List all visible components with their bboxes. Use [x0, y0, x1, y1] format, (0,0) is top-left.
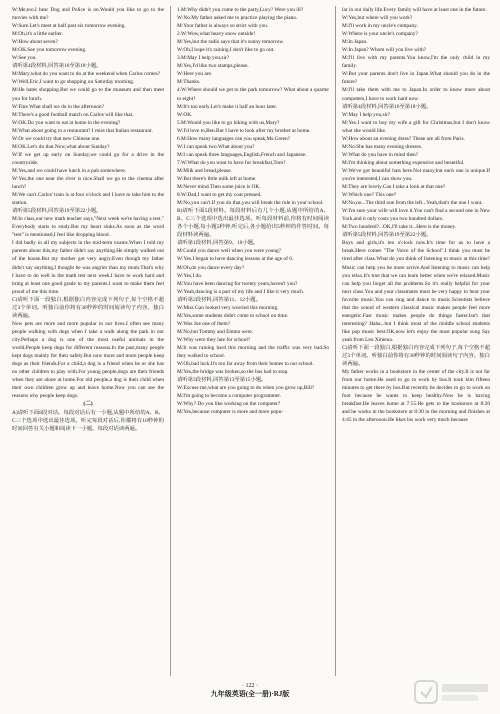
- text-paragraph: W:Or we could try that new Chinese one.: [12, 135, 101, 142]
- text-paragraph: M:There's a good football match on.Carlos will like that.: [12, 111, 134, 118]
- text-paragraph: W:Miss Gao looked very worried this morning.: [177, 304, 279, 311]
- text-paragraph: W:Well,Eric,I want to go shopping on Saturday morning.: [12, 79, 135, 86]
- text-paragraph: M:OK.Let's do that.Now,what about Sunday?: [12, 143, 110, 150]
- text-paragraph: W:I can speak two.What about you?: [177, 143, 255, 150]
- text-paragraph: W:If we get up early on Sunday,we could go for a drive in the countryside.: [12, 151, 164, 166]
- text-paragraph: W:We've got beautiful hats here.Not many,but each one is unique.If you're interested,I can show you.: [342, 167, 490, 182]
- book-info: 九年级英语(全一册)·RJ版: [210, 690, 290, 698]
- text-paragraph: 4.W:Where should we get to the park tomorrow? What about a quarter to eight?: [177, 87, 329, 102]
- text-paragraph: M:Yes,but the radio says that it's sunny tomorrow.: [177, 39, 285, 46]
- text-paragraph: M:Yes,the bridge was broken,so the bus had to stop.: [177, 369, 289, 376]
- text-paragraph: W:Why? Do you like working on the computer?: [177, 401, 281, 408]
- text-paragraph: M:No,no...The third one from the left...Yeah,that's the one I want.: [342, 200, 483, 207]
- text-paragraph: W:I'd love to,Ben.But I have to look after my brother at home.: [177, 127, 311, 134]
- text-paragraph: M:Oh,it's a little earlier.: [12, 31, 63, 38]
- text-paragraph: M:Could you dance well when you were young?: [177, 248, 282, 255]
- text-paragraph: M:You have been dancing for twenty years,haven't you?: [177, 280, 298, 287]
- text-paragraph: W:But your parents don't live in Japan.What should you do in the future?: [342, 71, 490, 86]
- text-paragraph: M:I can speak three languages,English,French and Japanese.: [177, 151, 307, 158]
- text-paragraph: I did badly in all my subjects in the mid-term exams.When I told my parents about this,my father didn't say anything.He simply walked out of the house.But my mother got very angry.Even though my father didn't say anything,I thought he was angrier than my mum.That's why I have to do well in the math test next week.I have to work hard and bring at least one good grade to my parents.I want to make them feel proud of me this time.: [12, 240, 164, 295]
- text-paragraph: M:OK.See you tomorrow evening.: [12, 47, 87, 54]
- text-paragraph: lar in our daily life.Every family will have at least one in the future.: [342, 7, 487, 13]
- text-paragraph: M:Yes,because computer is more and more popu-: [177, 409, 284, 416]
- text-paragraph: W:Fine.What shall we do in the afternoon?: [12, 103, 104, 110]
- text-paragraph: W:Here you are.: [177, 71, 213, 78]
- text-paragraph: W:I'm sure your wife will love it.You can't find a second one in New York,and it only costs you two hundred dollars.: [342, 208, 490, 223]
- text-paragraph: W:Oh,I hope it's raining.I don't like to go out.: [177, 47, 275, 54]
- text-paragraph: M:We can't.Carlos' train is at four o'clock and I have to take him to the station.: [12, 192, 164, 207]
- text-paragraph: W:In Japan? Whom will you live with?: [342, 47, 426, 54]
- text-paragraph: W:How about seven?: [12, 39, 58, 46]
- text-paragraph: M:In Japan.: [342, 39, 368, 46]
- answer-key-page: [8, 6, 492, 676]
- text-paragraph: C)请听下面一段独白,根据独白内容完成下列句子,每个空格不超过3个单词。听独白前你将有30秒钟的时间阅读句子内容。独白读两遍。: [342, 344, 490, 368]
- column-left: [12, 6, 164, 676]
- text-paragraph: M:What about going to a restaurant? I miss that Italian restaurant.: [12, 127, 153, 134]
- text-paragraph: W:Excuse me,what are you going to do when you grow up,Bill?: [177, 385, 315, 392]
- text-paragraph: 2.W:Wow,what heavy snow outside!: [177, 31, 256, 38]
- text-paragraph: 1.M:Why didn't you come to the party,Lucy? Were you ill?: [177, 7, 304, 13]
- text-paragraph: 请听第2段材料,回答第11、12小题。: [177, 296, 261, 303]
- text-paragraph: M:They are lovely.Can I take a look at that one?: [342, 184, 446, 191]
- text-paragraph: C)请听下面一段独白,根据独白内容完成下列句子,每个空格不超过3个单词。听独白前你将有30秒钟的时间阅读句子内容。独白读两遍。: [12, 296, 164, 319]
- text-paragraph: 5.M:Would you like to go hiking with us,Mary?: [177, 119, 280, 126]
- column-divider: [335, 6, 336, 676]
- text-paragraph: M:Yes,I'd like two stamps,please.: [177, 63, 249, 70]
- text-paragraph: M:Yes,some students didn't come to school on time.: [177, 312, 289, 319]
- text-paragraph: W:Yes,I do.: [177, 272, 203, 279]
- text-paragraph: W:Where is your uncle's company?: [342, 31, 418, 38]
- text-paragraph: M:I'm going to become a computer programmer.: [177, 393, 282, 400]
- text-paragraph: M:He hates shopping.But we could go to the museum and then meet you for lunch.: [12, 87, 164, 102]
- text-paragraph: W:What do you have in mind then?: [342, 151, 419, 158]
- text-paragraph: Now pets are more and more popular in our lives.I often see many people walking with dogs when I take a walk along the park in our city.Perhaps a dog is one of the most useful animals in the world.People keep dogs for different reasons.In the past,many people kept dogs mainly for their safety.But now more and more people keep dogs as their friends.For a child,a dog is a friend when he or she has no other children to play with.For young people,dogs are their friends when they are alone at home.For old people,a dog is their child when their own children grow up and leave home.Now you can see the reasons why people keep dogs.: [12, 320, 164, 400]
- text-paragraph: M:I'll take them with me to Japan.In order to know more about computers,I have to work hard now.: [342, 87, 490, 102]
- text-paragraph: 8.W:Dad,I want to get my coat pressed.: [177, 192, 262, 199]
- text-paragraph: M:I'll work in my uncle's company.: [342, 23, 418, 30]
- text-paragraph: M:Thanks.: [177, 79, 201, 86]
- text-paragraph: M:Your father is always so strict with you.: [177, 23, 269, 30]
- text-paragraph: 请听第5段材料,回答第19至第22小题。: [342, 232, 432, 239]
- text-paragraph: M:I'll live with my parents.You know,I'm the only child in my family.: [342, 55, 490, 70]
- text-paragraph: M:Yes.I want to buy my wife a gift for Christmas,but I don't know what she would like.: [342, 119, 490, 134]
- text-paragraph: W:Sure.Let's meet at half past six tomorrow evening.: [12, 23, 126, 30]
- text-paragraph: W:Yeah,dancing is a part of my life and I like it very much.: [177, 288, 305, 295]
- text-paragraph: W:May I help you,sir?: [342, 111, 391, 118]
- text-paragraph: W:How about an evening dress? These are all from Paris.: [342, 135, 465, 142]
- column-right: [342, 6, 490, 676]
- text-paragraph: 7.W:What do you want to have for breakfast,Tom?: [177, 159, 286, 166]
- text-paragraph: M:Yes,and we could have lunch in a pub somewhere.: [12, 167, 127, 174]
- text-paragraph: 请听第4段材料,回答第16至第18小题。: [342, 103, 432, 110]
- text-paragraph: B)请听下面5段材料。每段材料后有几个小题,从题中所给的A、B、C三个选项中选出最佳选项。听每段材料前,你将有时间阅读各个小题,每小题5秒钟;听完后,各小题给出5秒钟的作答时间。每段材料读两遍。: [177, 208, 329, 239]
- column-middle: [177, 6, 329, 676]
- text-paragraph: W:Yes,the one near the river is nice.Shall we go to the cinema after lunch?: [12, 175, 164, 191]
- text-paragraph: Boys and girls,it's ten o'clock now.It's time for us to have a break.Here comes "The Voice of the School".I think you must be tired after class.What do you think of listening to music at this time? Music can help you be more active.And listening to music can help you relax.It's true that we can learn better when we're relaxed.Music can help you forget all the problems.So it's really helpful for your next class.You and your classmates must be very happy to hear your favorite music.You can sing and dance to music.Scientists believe that the sound of western classical music makes people feel more energetic.Fast music makes people do things faster.Isn't that interesting? Haha...but I think most of the middle school students like pop music best.OK,now let's enjoy the most popular song Say yeah from Leo Ximena.: [342, 240, 490, 343]
- text-paragraph: M:Milk and bread,please.: [177, 167, 232, 174]
- text-paragraph: 3.M:May I help you,sir?: [177, 55, 230, 62]
- page-number: · 122 ·: [242, 683, 258, 689]
- text-paragraph: W:OK.: [177, 111, 193, 118]
- text-paragraph: 请听第1段材料,回答第9、10小题。: [177, 240, 259, 247]
- text-paragraph: W:Yes,but where will you work?: [342, 15, 413, 22]
- text-paragraph: M:No.She has many evening dresses.: [342, 143, 423, 150]
- text-paragraph: W:Which one? This one?: [342, 192, 397, 199]
- text-paragraph: 请听第3段材料,回答第13至第15小题。: [177, 377, 267, 384]
- text-paragraph: M:Mary,what do you want to do at the weekend when Carlos comes?: [12, 71, 161, 78]
- section-heading: (二): [83, 401, 93, 408]
- text-paragraph: M:It's too early.Let's make it half an hour later.: [177, 103, 278, 110]
- text-paragraph: M:Two hundred?...OK,I'll take it...Here is the money.: [342, 224, 457, 231]
- text-paragraph: W:See you.: [12, 55, 37, 62]
- text-paragraph: M:No,but Tommy and Emma were.: [177, 328, 254, 335]
- text-paragraph: W:Was Joe one of them?: [177, 320, 231, 327]
- text-paragraph: W:But there's little milk left at home.: [177, 175, 257, 182]
- text-paragraph: W:Why were they late for school?: [177, 336, 251, 343]
- text-paragraph: M:It was raining hard this morning and the traffic was very bad.So they walked to school.: [177, 344, 329, 360]
- text-paragraph: M:Never mind.Then some juice is OK.: [177, 184, 261, 191]
- text-paragraph: 请听第4段材料,回答第16至第18小题。: [12, 63, 102, 70]
- text-paragraph: M:I'm thinking about something expensive and beautiful.: [342, 159, 465, 166]
- text-paragraph: W:No.My father asked me to practice playing the piano.: [177, 15, 298, 22]
- text-paragraph: M:In class,our new math teacher says,"Next week we're having a test." Everybody starts to study.But my heart sinks.As soon as the word "test" is mentioned,I feel like dropping blood.: [12, 216, 164, 239]
- column-divider: [170, 6, 171, 676]
- text-paragraph: 6.M:How many languages can you speak,Ms.Green?: [177, 135, 291, 142]
- text-paragraph: M:No,you can't.If you do that,you will break the rule in your school.: [177, 200, 324, 207]
- watermark-logo: [414, 678, 492, 708]
- text-paragraph: 请听第5段材料,回答第19至第22小题。: [12, 208, 102, 215]
- text-paragraph: W:OK.Do you want to eat at home in the evening?: [12, 119, 121, 126]
- text-paragraph: W:Oh,bad luck.It's too far away from their homes to our school.: [177, 361, 314, 368]
- text-paragraph: M:Oh,do you dance every day?: [177, 264, 245, 271]
- text-paragraph: W:Me,too.I hear Dog and Police is on.Would you like to go to the movies with me?: [12, 7, 164, 22]
- text-paragraph: W:Yes.I began to have dancing lessons at the age of 6.: [177, 256, 294, 263]
- text-paragraph: My father works in a bookstore in the center of the city.It is not far from our home.He used to go to work by bus.It took him fifteen minutes to get there by bus.But recently he decides to go to work on foot because he wants to keep healthy.Now he is having breakfast.He leaves home at 7:55.He gets to the bookstore at 8:20 and he works in the bookstore at 8:30 in the morning and finishes at 4:45 in the afternoon.He likes his work very much because: [342, 369, 490, 424]
- text-paragraph: A)请听下面8段对话。每段对话后有一小题,从题中所给的A、B、C三个选项中选出最佳选项。听完每段对话后,你都将有10秒钟的时间回答有关小题和阅读下一小题。每段对话读两遍。: [12, 409, 164, 432]
